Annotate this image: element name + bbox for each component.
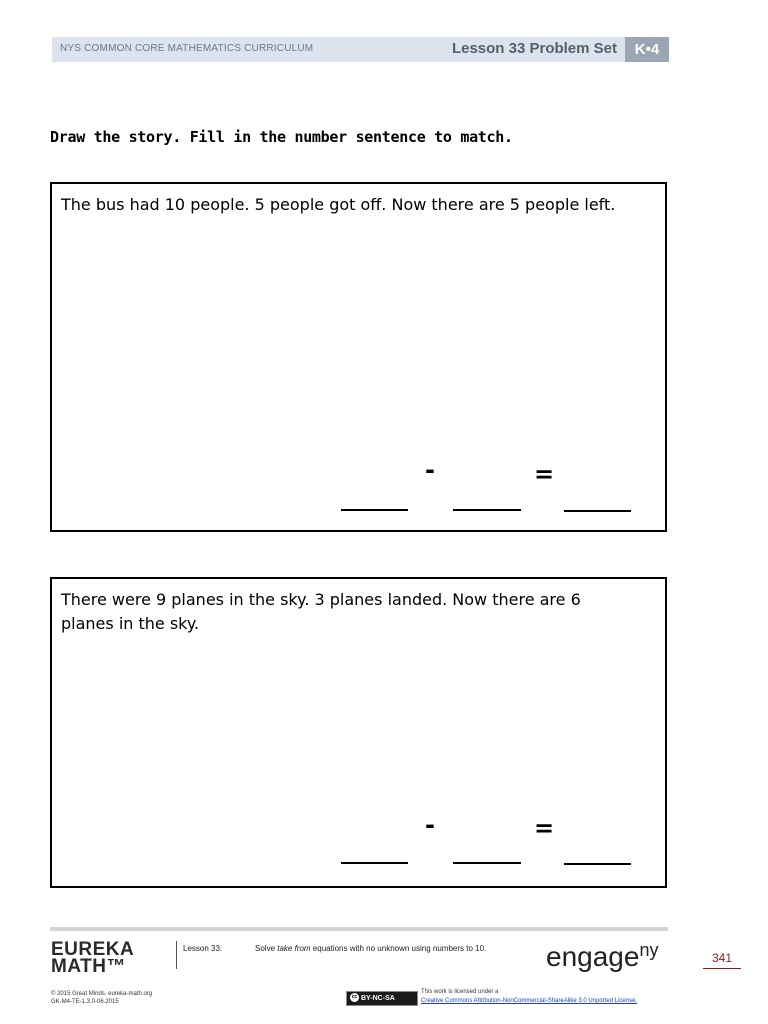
equals-sign-2: = <box>534 814 555 842</box>
logo-line-1: EUREKA <box>51 939 135 960</box>
equals-sign-1: = <box>534 460 555 488</box>
instruction-text: Draw the story. Fill in the number sentence to match. <box>50 128 513 146</box>
minus-sign-2: - <box>425 811 435 839</box>
minus-sign-1: - <box>425 456 435 484</box>
objective-pre: Solve <box>255 944 278 953</box>
lesson-objective <box>255 944 486 953</box>
engage-brand: engage <box>546 941 640 972</box>
story-text-1: The bus had 10 people. 5 people got off. Now there are 5 people left. <box>61 195 616 214</box>
answer-blank-2a[interactable] <box>341 862 408 864</box>
lesson-title: Lesson 33 Problem Set <box>451 40 617 57</box>
creative-commons-badge <box>346 991 418 1006</box>
story-box-1[interactable] <box>50 182 667 532</box>
objective-post: equations with no unknown using numbers to 10. <box>310 944 487 953</box>
license-link[interactable]: Creative Commons Attribution-NonCommercial-ShareAlike 3.0 Unported License. <box>421 998 638 1004</box>
footer-divider <box>50 927 668 931</box>
license-text: This work is licensed under a <box>421 989 499 995</box>
eureka-math-logo <box>51 941 134 975</box>
story-text-2: There were 9 planes in the sky. 3 planes landed. Now there are 6 planes in the sky. <box>61 590 581 633</box>
answer-blank-1a[interactable] <box>341 509 408 511</box>
answer-blank-2c[interactable] <box>564 863 631 865</box>
cc-badge-label: BY-NC-SA <box>360 995 395 1002</box>
footer-lesson-label: Lesson 33: <box>183 944 223 953</box>
cc-icon: cc <box>351 993 358 1000</box>
engage-sup: ny <box>639 940 659 960</box>
page-number: 341 <box>703 951 741 969</box>
module-tag: K•4 <box>625 37 669 62</box>
copyright-line-2: GK-M4-TE-1.3.0-06.2015 <box>51 999 119 1005</box>
story-box-2[interactable] <box>50 577 667 888</box>
curriculum-header <box>52 37 669 62</box>
logo-line-2: MATH™ <box>51 956 126 977</box>
answer-blank-1c[interactable] <box>564 510 631 512</box>
logo-separator <box>176 941 177 969</box>
answer-blank-1b[interactable] <box>453 509 521 511</box>
curriculum-name: NYS COMMON CORE MATHEMATICS CURRICULUM <box>60 43 314 54</box>
objective-italic: take from <box>277 944 311 953</box>
copyright-line-1: © 2015 Great Minds. eureka-math.org <box>51 991 153 997</box>
license-notice <box>421 988 637 1006</box>
engageny-logo <box>546 940 658 973</box>
copyright-notice <box>51 990 152 1006</box>
answer-blank-2b[interactable] <box>453 862 521 864</box>
